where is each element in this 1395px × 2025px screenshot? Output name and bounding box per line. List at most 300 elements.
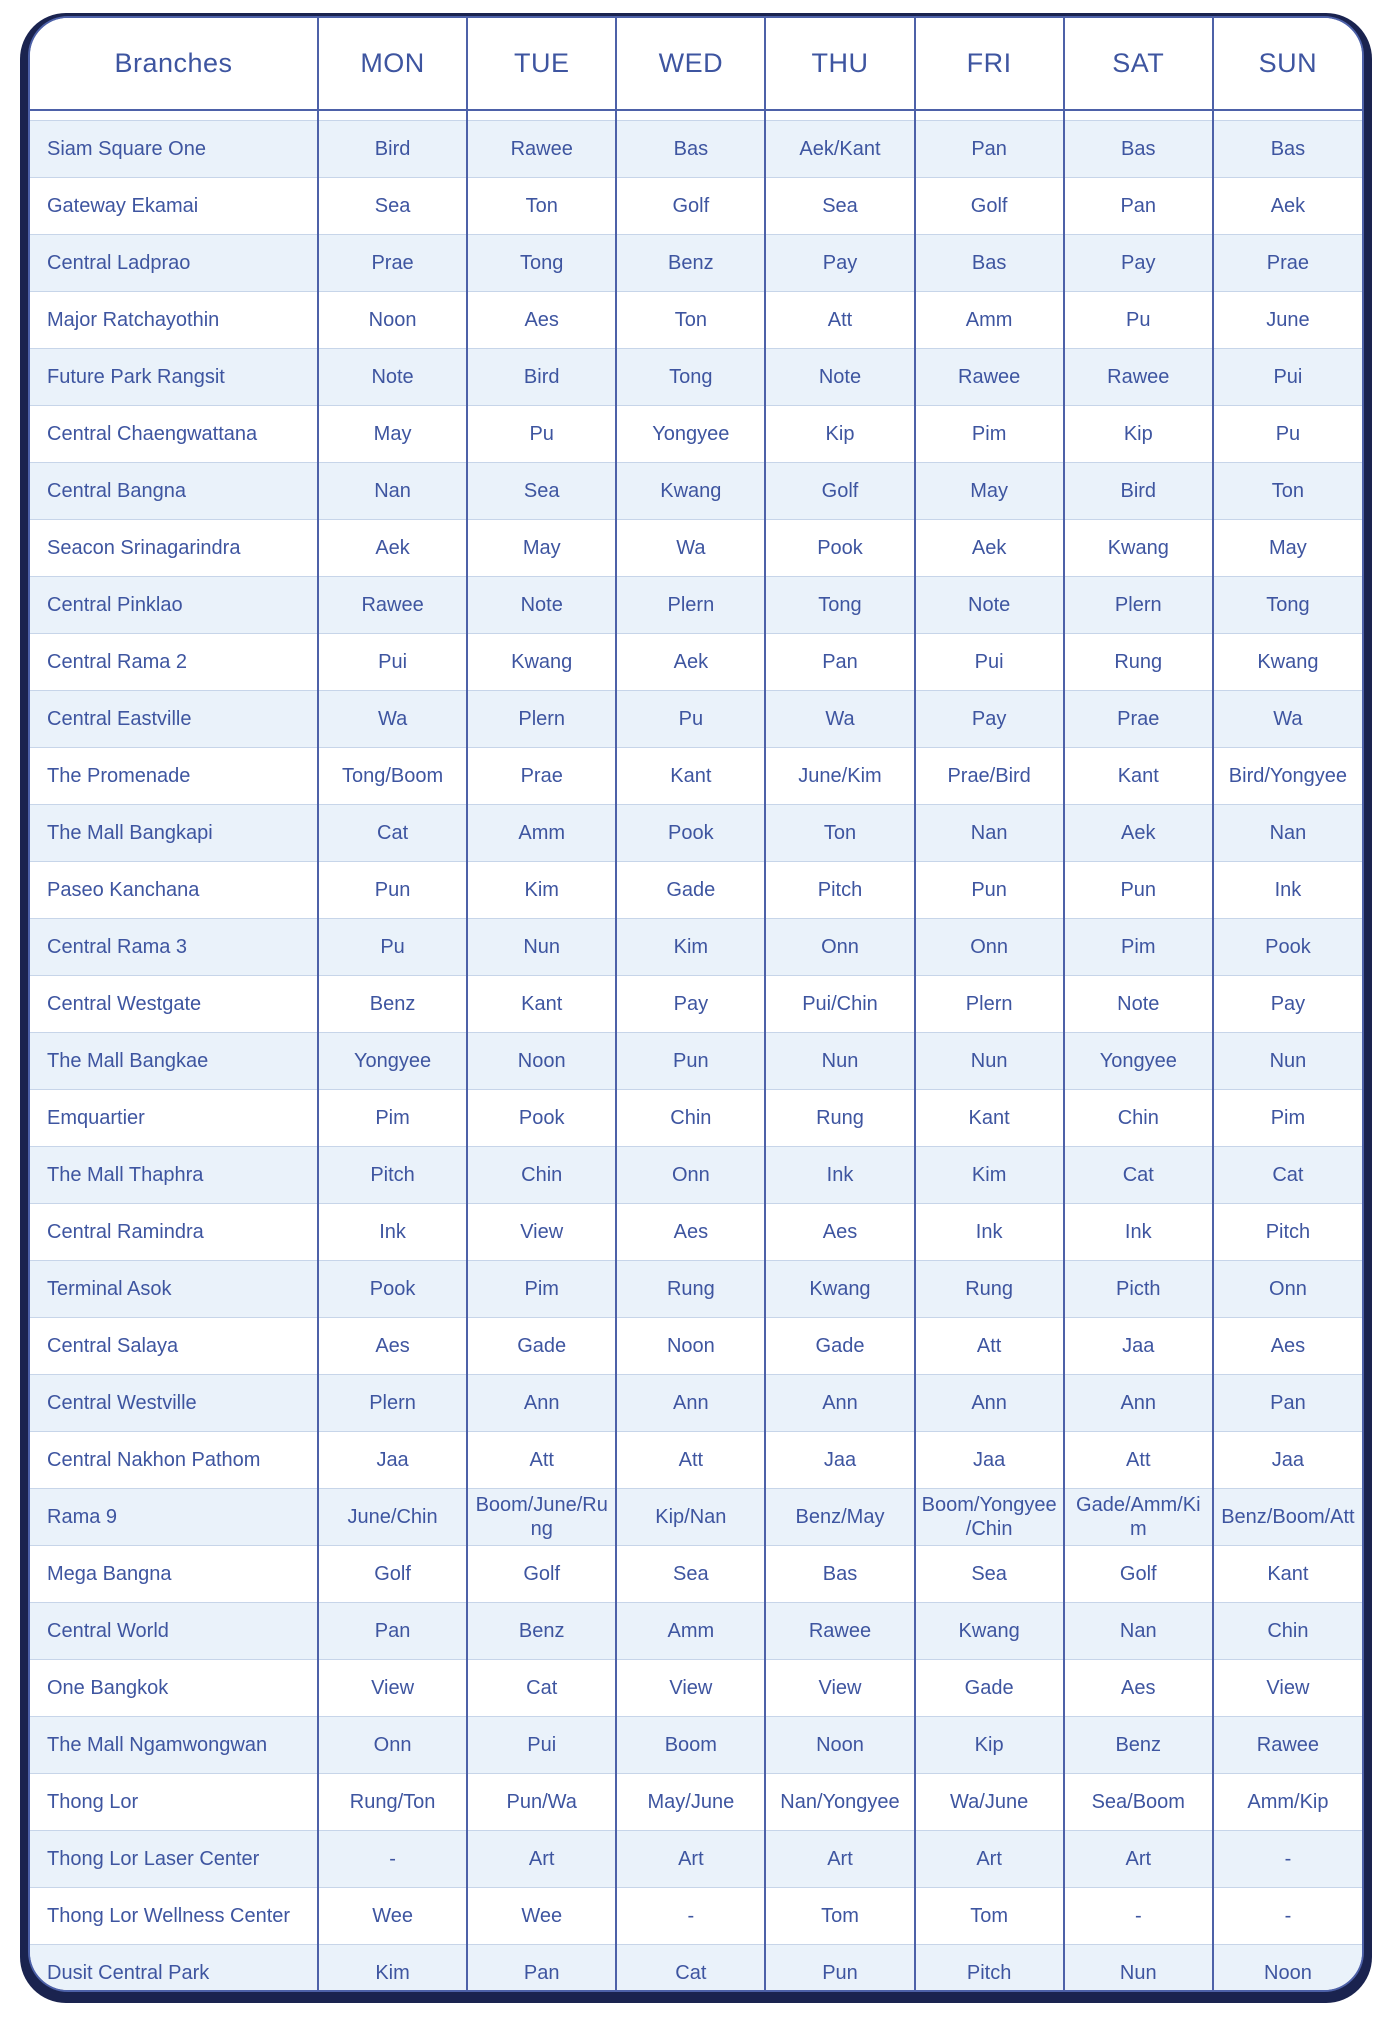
schedule-cell: Kip [1064,406,1213,463]
schedule-cell: Wa/June [915,1774,1064,1831]
schedule-cell: Tom [765,1888,914,1945]
schedule-cell: Golf [915,178,1064,235]
schedule-cell: - [616,1888,765,1945]
schedule-cell: Pan [467,1945,616,1993]
schedule-cell: Nun [1064,1945,1213,1993]
schedule-cell: May [318,406,467,463]
schedule-cell: Pim [1213,1090,1362,1147]
schedule-cell: Boom/Yongyee/Chin [915,1489,1064,1546]
schedule-cell: Gade [467,1318,616,1375]
spacer-cell [765,110,914,121]
schedule-cell: Wa [318,691,467,748]
schedule-cell: View [1213,1660,1362,1717]
schedule-cell: Yongyee [318,1033,467,1090]
schedule-cell: Kim [467,862,616,919]
schedule-cell: Aes [318,1318,467,1375]
branch-name-cell: The Promenade [30,748,318,805]
branch-name-cell: The Mall Bangkapi [30,805,318,862]
schedule-cell: Plern [467,691,616,748]
schedule-cell: Rawee [1064,349,1213,406]
schedule-cell: Pun [1064,862,1213,919]
schedule-cell: Aek [915,520,1064,577]
schedule-cell: Pan [318,1603,467,1660]
schedule-cell: Aek [616,634,765,691]
schedule-cell: Golf [616,178,765,235]
branch-name-cell: The Mall Thaphra [30,1147,318,1204]
spacer-cell [915,110,1064,121]
table-row [30,1660,1362,1717]
schedule-cell: Chin [616,1090,765,1147]
schedule-cell: Onn [1213,1261,1362,1318]
schedule-cell: Benz/Boom/Att [1213,1489,1362,1546]
schedule-cell: Att [1064,1432,1213,1489]
schedule-cell: Noon [467,1033,616,1090]
branch-name-cell: Gateway Ekamai [30,178,318,235]
spacer-row [30,110,1362,121]
schedule-cell: Tong [467,235,616,292]
branch-name-cell: One Bangkok [30,1660,318,1717]
schedule-cell: Gade [765,1318,914,1375]
schedule-cell: Wa [1213,691,1362,748]
schedule-cell: Plern [616,577,765,634]
table-row [30,1090,1362,1147]
schedule-cell: Sea [616,1546,765,1603]
table-row [30,577,1362,634]
table-row [30,520,1362,577]
schedule-cell: Kwang [467,634,616,691]
schedule-cell: Onn [616,1147,765,1204]
schedule-cell: Pu [616,691,765,748]
schedule-cell: Bas [1064,121,1213,178]
column-header-sun: SUN [1213,18,1362,110]
schedule-cell: Bird [318,121,467,178]
schedule-cell: Pan [1064,178,1213,235]
schedule-cell: Att [467,1432,616,1489]
schedule-cell: Pitch [1213,1204,1362,1261]
column-header-tue: TUE [467,18,616,110]
schedule-cell: Ton [467,178,616,235]
table-row [30,1204,1362,1261]
table-row [30,1432,1362,1489]
schedule-cell: Pui [318,634,467,691]
table-row [30,121,1362,178]
schedule-cell: Kwang [765,1261,914,1318]
schedule-cell: Pim [467,1261,616,1318]
schedule-cell: Nan [1213,805,1362,862]
schedule-cell: Pui [1213,349,1362,406]
schedule-cell: Wee [318,1888,467,1945]
branch-name-cell: Siam Square One [30,121,318,178]
table-row [30,1831,1362,1888]
schedule-cell: Pook [616,805,765,862]
schedule-cell: Noon [1213,1945,1362,1993]
table-row [30,292,1362,349]
schedule-cell: Amm [616,1603,765,1660]
column-header-sat: SAT [1064,18,1213,110]
column-header-mon: MON [318,18,467,110]
schedule-cell: Pan [915,121,1064,178]
schedule-cell: Pim [1064,919,1213,976]
schedule-cell: - [1213,1831,1362,1888]
schedule-cell: Cat [318,805,467,862]
table-row [30,1774,1362,1831]
schedule-cell: - [318,1831,467,1888]
schedule-cell: Prae [318,235,467,292]
schedule-cell: Kim [318,1945,467,1993]
schedule-cell: Wa [765,691,914,748]
schedule-cell: Yongyee [1064,1033,1213,1090]
schedule-cell: Noon [318,292,467,349]
schedule-cell: Pun [915,862,1064,919]
branch-name-cell: Central Rama 2 [30,634,318,691]
schedule-cell: Wee [467,1888,616,1945]
schedule-cell: Aek [1064,805,1213,862]
schedule-cell: Cat [1213,1147,1362,1204]
schedule-cell: View [616,1660,765,1717]
schedule-cell: Golf [467,1546,616,1603]
schedule-cell: Rung [765,1090,914,1147]
schedule-cell: Nun [1213,1033,1362,1090]
schedule-cell: Kwang [1213,634,1362,691]
schedule-cell: Boom/June/Rung [467,1489,616,1546]
schedule-cell: Tong [616,349,765,406]
schedule-cell: Boom [616,1717,765,1774]
table-row [30,748,1362,805]
branch-name-cell: Thong Lor [30,1774,318,1831]
table-row [30,463,1362,520]
schedule-cell: Art [1064,1831,1213,1888]
schedule-cell: Jaa [915,1432,1064,1489]
branch-name-cell: Central World [30,1603,318,1660]
schedule-cell: Prae [1064,691,1213,748]
branch-name-cell: Central Rama 3 [30,919,318,976]
schedule-cell: Sea [318,178,467,235]
schedule-cell: Bas [1213,121,1362,178]
schedule-cell: Art [467,1831,616,1888]
schedule-cell: Pook [765,520,914,577]
branch-name-cell: The Mall Bangkae [30,1033,318,1090]
schedule-cell: Ink [915,1204,1064,1261]
schedule-cell: Kant [467,976,616,1033]
schedule-cell: Amm [915,292,1064,349]
schedule-cell: Golf [765,463,914,520]
branch-name-cell: Thong Lor Laser Center [30,1831,318,1888]
branch-schedule-table [30,18,1362,1992]
branch-name-cell: Seacon Srinagarindra [30,520,318,577]
branch-name-cell: Thong Lor Wellness Center [30,1888,318,1945]
spacer-cell [467,110,616,121]
schedule-cell: Ann [1064,1375,1213,1432]
schedule-cell: Pook [1213,919,1362,976]
column-header-wed: WED [616,18,765,110]
schedule-cell: Pim [915,406,1064,463]
schedule-cell: - [1213,1888,1362,1945]
schedule-cell: Pui [915,634,1064,691]
schedule-cell: View [467,1204,616,1261]
branch-name-cell: Central Bangna [30,463,318,520]
schedule-cell: June/Kim [765,748,914,805]
schedule-cell: Att [765,292,914,349]
table-row [30,1318,1362,1375]
schedule-cell: June [1213,292,1362,349]
schedule-cell: - [1064,1888,1213,1945]
schedule-cell: Kip/Nan [616,1489,765,1546]
column-header-fri: FRI [915,18,1064,110]
schedule-cell: Pook [467,1090,616,1147]
branch-name-cell: Central Westville [30,1375,318,1432]
spacer-cell [616,110,765,121]
schedule-cell: Pun [765,1945,914,1993]
schedule-cell: Picth [1064,1261,1213,1318]
schedule-cell: Pu [1064,292,1213,349]
schedule-cell: Art [765,1831,914,1888]
schedule-cell: Noon [616,1318,765,1375]
schedule-cell: Note [915,577,1064,634]
table-body [30,110,1362,1992]
schedule-cell: Ink [1064,1204,1213,1261]
schedule-cell: Pu [1213,406,1362,463]
schedule-cell: Jaa [1213,1432,1362,1489]
schedule-cell: View [318,1660,467,1717]
table-row [30,805,1362,862]
branch-name-cell: Terminal Asok [30,1261,318,1318]
branch-name-cell: Central Nakhon Pathom [30,1432,318,1489]
table-row [30,634,1362,691]
schedule-cell: Ann [467,1375,616,1432]
schedule-cell: Jaa [318,1432,467,1489]
schedule-cell: Aes [765,1204,914,1261]
schedule-cell: Pan [1213,1375,1362,1432]
schedule-cell: Benz [616,235,765,292]
schedule-cell: Bird [467,349,616,406]
schedule-cell: Golf [318,1546,467,1603]
table-row [30,349,1362,406]
column-header-thu: THU [765,18,914,110]
schedule-cell: Kim [915,1147,1064,1204]
schedule-cell: Aes [1213,1318,1362,1375]
column-header-branches: Branches [30,18,318,110]
schedule-cell: Yongyee [616,406,765,463]
schedule-cell: Bird/Yongyee [1213,748,1362,805]
schedule-cell: Note [318,349,467,406]
schedule-cell: Att [616,1432,765,1489]
table-row [30,1546,1362,1603]
schedule-cell: Cat [467,1660,616,1717]
schedule-cell: Prae [467,748,616,805]
schedule-cell: Pun [318,862,467,919]
schedule-cell: Pu [467,406,616,463]
schedule-cell: Tom [915,1888,1064,1945]
schedule-cell: Sea [765,178,914,235]
schedule-cell: Kip [765,406,914,463]
schedule-cell: Bas [915,235,1064,292]
schedule-cell: Ink [765,1147,914,1204]
branch-name-cell: Central Eastville [30,691,318,748]
schedule-cell: Benz [467,1603,616,1660]
schedule-cell: Kim [616,919,765,976]
schedule-cell: May/June [616,1774,765,1831]
schedule-cell: Gade/Amm/Kim [1064,1489,1213,1546]
table-row [30,1603,1362,1660]
schedule-cell: Cat [616,1945,765,1993]
schedule-cell: Plern [915,976,1064,1033]
schedule-cell: Tong [765,577,914,634]
schedule-cell: Pay [765,235,914,292]
schedule-cell: May [467,520,616,577]
table-row [30,976,1362,1033]
schedule-card-frame [20,13,1372,2003]
table-header [30,18,1362,110]
branch-name-cell: Central Pinklao [30,577,318,634]
table-row [30,1261,1362,1318]
schedule-cell: Rawee [1213,1717,1362,1774]
schedule-cell: Nan [1064,1603,1213,1660]
table-row [30,691,1362,748]
branch-name-cell: The Mall Ngamwongwan [30,1717,318,1774]
schedule-cell: Benz [318,976,467,1033]
branch-name-cell: Paseo Kanchana [30,862,318,919]
schedule-cell: Art [915,1831,1064,1888]
schedule-cell: Tong/Boom [318,748,467,805]
schedule-cell: Benz/May [765,1489,914,1546]
branch-name-cell: Rama 9 [30,1489,318,1546]
table-row [30,862,1362,919]
schedule-cell: Att [915,1318,1064,1375]
schedule-cell: Jaa [765,1432,914,1489]
schedule-cell: Note [1064,976,1213,1033]
schedule-cell: Art [616,1831,765,1888]
schedule-cell: Nan/Yongyee [765,1774,914,1831]
schedule-cell: Benz [1064,1717,1213,1774]
spacer-cell [1064,110,1213,121]
schedule-cell: Plern [318,1375,467,1432]
branch-name-cell: Central Ramindra [30,1204,318,1261]
schedule-cell: Kant [616,748,765,805]
schedule-cell: Kip [915,1717,1064,1774]
schedule-cell: View [765,1660,914,1717]
schedule-cell: Aes [1064,1660,1213,1717]
spacer-cell [318,110,467,121]
table-row [30,1945,1362,1993]
schedule-cell: Bird [1064,463,1213,520]
branch-name-cell: Central Salaya [30,1318,318,1375]
schedule-cell: Sea [467,463,616,520]
table-row [30,919,1362,976]
table-row [30,235,1362,292]
schedule-cell: Onn [915,919,1064,976]
schedule-cell: Nan [318,463,467,520]
schedule-cell: Ton [765,805,914,862]
schedule-cell: Nun [467,919,616,976]
schedule-cell: Ann [915,1375,1064,1432]
schedule-cell: Kwang [616,463,765,520]
schedule-cell: Rawee [318,577,467,634]
branch-name-cell: Central Chaengwattana [30,406,318,463]
schedule-cell: Rawee [467,121,616,178]
schedule-cell: Bas [616,121,765,178]
table-row [30,1033,1362,1090]
schedule-cell: Note [765,349,914,406]
schedule-cell: Aek [1213,178,1362,235]
schedule-cell: Wa [616,520,765,577]
schedule-cell: Nun [915,1033,1064,1090]
schedule-cell: Note [467,577,616,634]
table-row [30,1375,1362,1432]
schedule-cell: Rung [1064,634,1213,691]
schedule-cell: Pay [1213,976,1362,1033]
schedule-cell: Chin [1213,1603,1362,1660]
schedule-cell: Chin [467,1147,616,1204]
schedule-cell: Pay [616,976,765,1033]
schedule-cell: Bas [765,1546,914,1603]
schedule-cell: Aek/Kant [765,121,914,178]
table-row [30,1888,1362,1945]
schedule-cell: Kant [1213,1546,1362,1603]
schedule-cell: Rung [616,1261,765,1318]
schedule-cell: Kwang [915,1603,1064,1660]
schedule-cell: Kwang [1064,520,1213,577]
schedule-cell: Pim [318,1090,467,1147]
branch-name-cell: Mega Bangna [30,1546,318,1603]
schedule-cell: Onn [765,919,914,976]
schedule-cell: Pan [765,634,914,691]
schedule-cell: Onn [318,1717,467,1774]
schedule-card [28,16,1364,1992]
branch-name-cell: Future Park Rangsit [30,349,318,406]
schedule-cell: Ann [765,1375,914,1432]
branch-name-cell: Emquartier [30,1090,318,1147]
branch-name-cell: Dusit Central Park [30,1945,318,1993]
table-row [30,1489,1362,1546]
schedule-cell: Jaa [1064,1318,1213,1375]
schedule-cell: Pitch [765,862,914,919]
schedule-cell: Cat [1064,1147,1213,1204]
branch-name-cell: Major Ratchayothin [30,292,318,349]
schedule-cell: Noon [765,1717,914,1774]
schedule-cell: Pun/Wa [467,1774,616,1831]
schedule-cell: Pitch [318,1147,467,1204]
schedule-cell: June/Chin [318,1489,467,1546]
schedule-cell: Gade [616,862,765,919]
schedule-cell: Chin [1064,1090,1213,1147]
table-row [30,1147,1362,1204]
schedule-cell: Pook [318,1261,467,1318]
schedule-cell: Golf [1064,1546,1213,1603]
schedule-cell: Ann [616,1375,765,1432]
schedule-cell: Sea [915,1546,1064,1603]
schedule-cell: Kant [1064,748,1213,805]
schedule-cell: Nun [765,1033,914,1090]
schedule-cell: Pun [616,1033,765,1090]
schedule-cell: Amm/Kip [1213,1774,1362,1831]
branch-name-cell: Central Westgate [30,976,318,1033]
schedule-cell: Aes [616,1204,765,1261]
branch-name-cell: Central Ladprao [30,235,318,292]
schedule-cell: Nan [915,805,1064,862]
schedule-cell: Pay [1064,235,1213,292]
schedule-cell: Aes [467,292,616,349]
schedule-cell: Amm [467,805,616,862]
schedule-cell: Pitch [915,1945,1064,1993]
schedule-cell: Pui/Chin [765,976,914,1033]
spacer-cell [30,110,318,121]
schedule-cell: Rung [915,1261,1064,1318]
schedule-cell: Rawee [765,1603,914,1660]
schedule-cell: Rung/Ton [318,1774,467,1831]
schedule-cell: Tong [1213,577,1362,634]
schedule-cell: Pay [915,691,1064,748]
table-row [30,178,1362,235]
